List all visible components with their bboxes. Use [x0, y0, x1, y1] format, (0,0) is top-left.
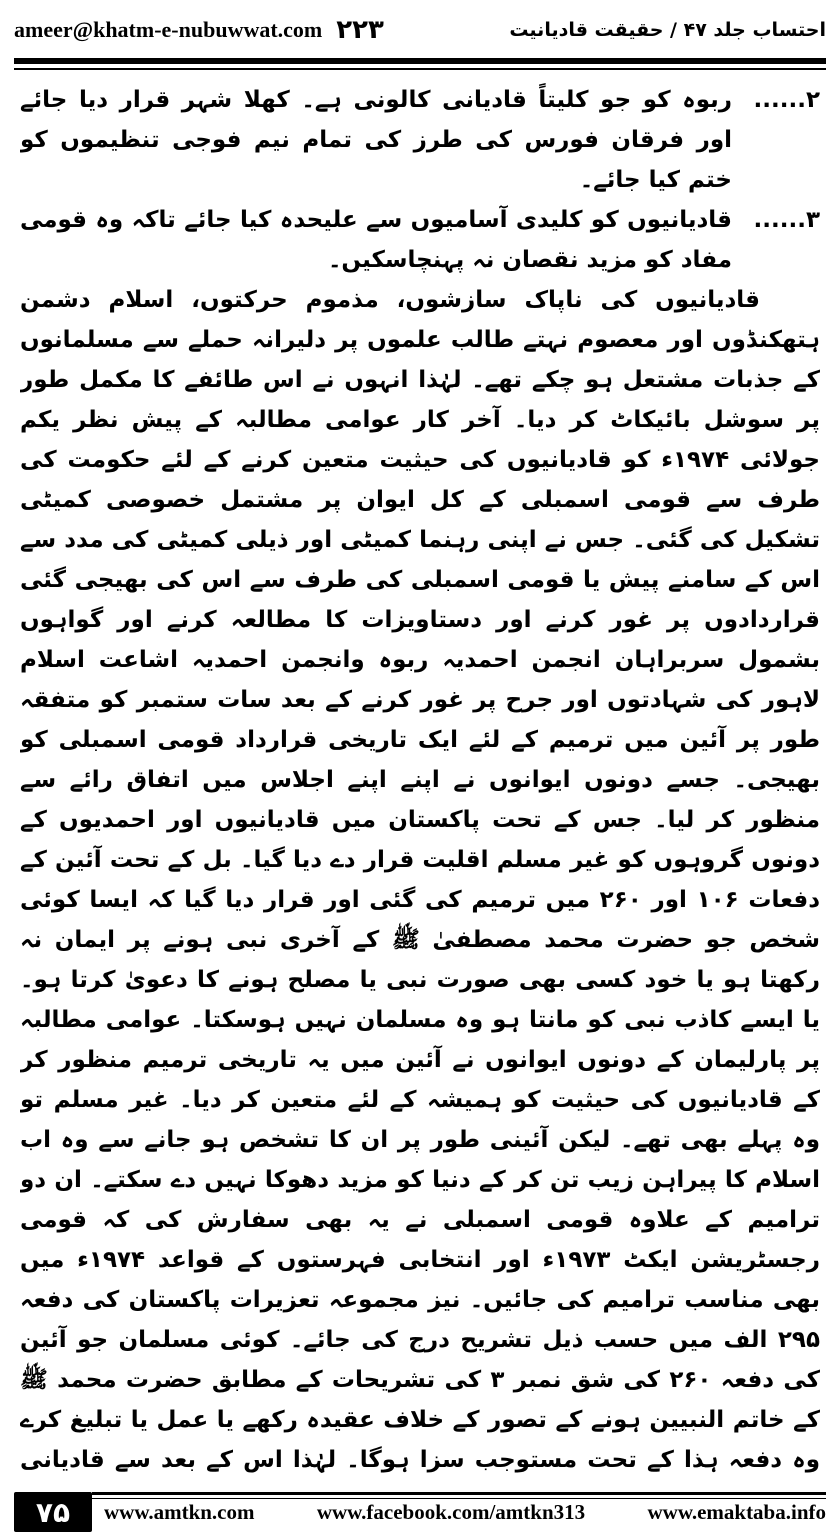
header-page-number: ۲۲۳ — [336, 15, 384, 45]
footer-links — [92, 1492, 826, 1532]
list-item-number: ۳...... — [753, 207, 820, 233]
header-email[interactable]: ameer@khatm-e-nubuwwat.com — [14, 17, 323, 42]
page-header — [14, 8, 826, 52]
list-item-text: ربوہ کو جو کلیتاً قادیانی کالونی ہے۔ کھلا شہر قرار دیا جائے اور فرقان فورس کی طرز کی تمام نیم فوجی تنظیموں کو ختم کیا جائے۔ — [20, 87, 732, 193]
page-footer — [14, 1492, 826, 1532]
footer-link-emaktaba[interactable]: www.emaktaba.info — [647, 1499, 826, 1524]
footer-link-facebook[interactable]: www.facebook.com/amtkn313 — [316, 1499, 586, 1524]
list-item — [20, 200, 820, 280]
page-body — [20, 80, 820, 1480]
body-paragraph: قادیانیوں کی ناپاک سازشوں، مذموم حرکتوں، اسلام دشمن ہتھکنڈوں اور معصوم نہتے طالب علموں پر دلیرانہ حملے سے مسلمانوں کے جذبات مشتعل ہو چکے تھے۔ لہٰذا انہوں نے اس طائفے کا مکمل طور پر سوشل بائیکاٹ کر دیا۔ آخر کار عوامی مطالبہ کے پیش نظر یکم جولائی ۱۹۷۴ء کو قادیانیوں کی حیثیت متعین کرنے کے لئے حکومت کی طرف سے قومی اسمبلی کے کل ایوان پر مشتمل خصوصی کمیٹی تشکیل کی گئی۔ جس نے اپنی رہنما کمیٹی اور ذیلی کمیٹی کی مدد سے اس کے سامنے پیش یا قومی اسمبلی کی طرف سے اس کی بھیجی گئی قراردادوں پر غور کرنے اور دستاویزات کا مطالعہ کرنے اور گواہوں بشمول سربراہان انجمن احمدیہ ربوہ وانجمن احمدیہ اشاعت اسلام لاہور کی شہادتوں اور جرح پر غور کرنے کے بعد سات ستمبر کو متفقہ طور پر آئین میں ترمیم کے لئے ایک تاریخی قرارداد قومی اسمبلی کو بھیجی۔ جسے دونوں ایوانوں نے اپنے اپنے اجلاس میں اتفاق رائے سے منظور کر لیا۔ جس کے تحت پاکستان میں قادیانیوں اور احمدیوں کے دونوں گروہوں کو غیر مسلم اقلیت قرار دے دیا گیا۔ بل کے تحت آئین کے دفعات ۱۰۶ اور ۲۶۰ میں ترمیم کی گئی اور قرار دیا گیا کہ ایسا کوئی شخص جو حضرت محمد مصطفیٰ ﷺ کے آخری نبی ہونے پر ایمان نہ رکھتا ہو یا خود کسی بھی صورت نبی یا مصلح ہونے کا دعویٰ کرتا ہو۔ یا ایسے کاذب نبی کو مانتا ہو وہ مسلمان نہیں ہوسکتا۔ عوامی مطالبہ پر پارلیمان کے دونوں ایوانوں نے آئین میں یہ تاریخی ترمیم منظور کر کے قادیانیوں کی حیثیت کو ہمیشہ کے لئے متعین کر دیا۔ غیر مسلم تو وہ پہلے بھی تھے۔ لیکن آئینی طور پر ان کا تشخص ہو جانے سے وہ اب اسلام کا پیراہن زیب تن کر کے دنیا کو مزید دھوکا نہیں دے سکتے۔ ان دو تراميم کے علاوہ قومی اسمبلی نے یہ بھی سفارش کی کہ قومی رجسٹریشن ایکٹ ۱۹۷۳ء اور انتخابی فہرستوں کے قواعد ۱۹۷۴ء میں بھی مناسب ترامیم کی جائیں۔ نیز مجموعہ تعزیرات پاکستان کی دفعہ ۲۹۵ الف میں حسب ذیل تشریح درج کی جائے۔ کوئی مسلمان جو آئین کی دفعہ ۲۶۰ کی شق نمبر ۳ کی تشریحات کے مطابق حضرت محمد ﷺ کے خاتم النبیین ہونے کے تصور کے خلاف عقیدہ رکھے یا عمل یا تبلیغ کرے وہ دفعہ ہذا کے تحت مستوجب سزا ہوگا۔ لہٰذا اس کے بعد سے قادیانی — [20, 287, 820, 1473]
list-item-number: ۲...... — [753, 87, 820, 113]
header-rule-thick — [14, 58, 826, 64]
header-left — [14, 15, 384, 45]
list-item — [20, 80, 820, 200]
footer-link-amtkn[interactable]: www.amtkn.com — [104, 1499, 255, 1524]
header-title: احتساب جلد ۴۷ / حقیقت قادیانیت — [509, 19, 826, 41]
footer-page-number: ۷۵ — [14, 1492, 92, 1532]
header-rule-thin — [14, 68, 826, 70]
list-item-text: قادیانیوں کو کلیدی آسامیوں سے علیحدہ کیا جائے تاکہ وہ قومی مفاد کو مزید نقصان نہ پہنچاسکیں۔ — [20, 207, 732, 273]
